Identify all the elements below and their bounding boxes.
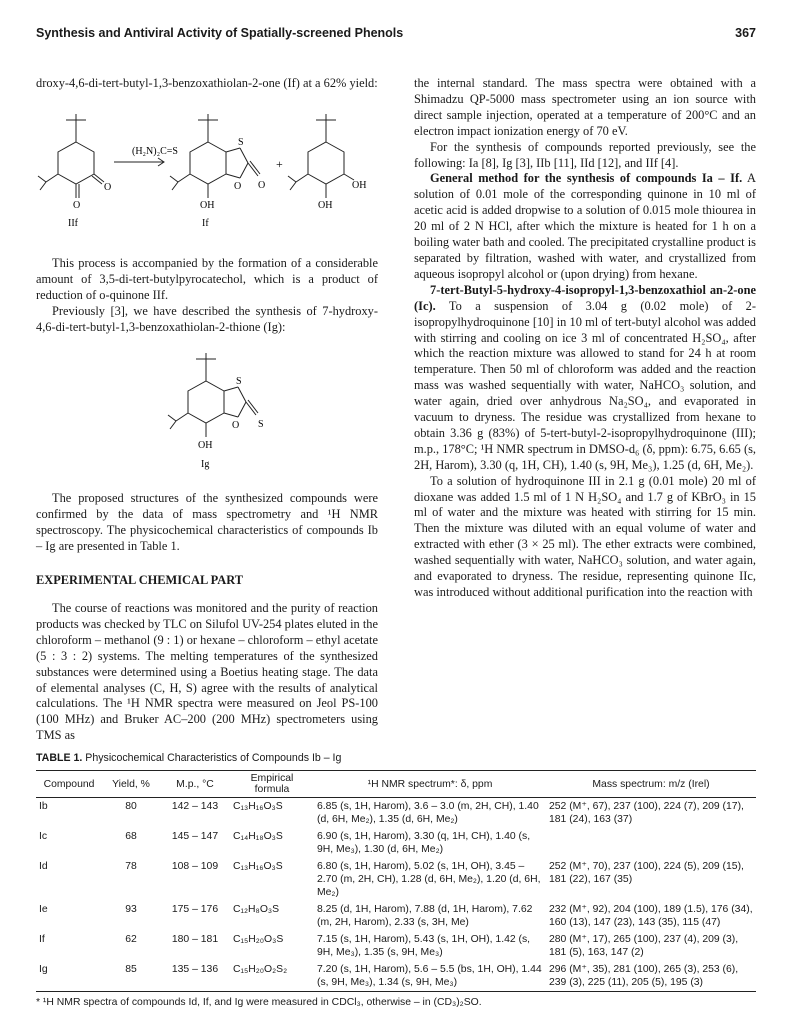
table-cell: 6.90 (s, 1H, Harom), 3.30 (q, 1H, CH), 1.40 (s, 9H, Me₃), 1.30 (d, 6H, Me₂) <box>317 831 531 855</box>
atom-o: O <box>73 199 81 211</box>
section-heading: EXPERIMENTAL CHEMICAL PART <box>36 573 244 588</box>
reagent-label: (H₂N)₂C=S <box>132 145 178 157</box>
table-cell: 8.25 (d, 1H, Harom), 7.88 (d, 1H, Harom), 7.62 (m, 2H, Harom), 2.33 (s, 3H, Me) <box>317 904 533 928</box>
compound-label: IIf <box>68 217 78 229</box>
table-cell: 175 – 176 <box>171 904 219 915</box>
plus-sign: + <box>276 156 283 171</box>
table-cell: Ig <box>36 961 102 992</box>
left-column <box>36 76 378 744</box>
compound-label: Ig <box>201 459 210 471</box>
atom-oh: OH <box>352 179 367 191</box>
table-cell: 6.80 (s, 1H, Harom), 5.02 (s, 1H, OH), 3.45 – 2.70 (m, 2H, CH), 1.28 (d, 6H, Me₂), 1.20 (d, 6H, Me₂) <box>317 861 541 898</box>
table-cell: 252 (M⁺, 70), 237 (100), 224 (5), 209 (15), 181 (22), 167 (35) <box>549 861 744 885</box>
table-cell: 180 – 181 <box>171 934 219 945</box>
table-cell: 108 – 109 <box>171 861 219 872</box>
table-row <box>36 961 756 992</box>
table-cell: 296 (M⁺, 35), 281 (100), 265 (3), 253 (6), 239 (3), 225 (11), 205 (5), 195 (3) <box>546 961 756 992</box>
atom-s: S <box>258 419 264 431</box>
paragraph: droxy-4,6-di-tert-butyl-1,3-benzoxathiolan-2-one (If) at a 62% yield: <box>36 76 378 90</box>
table-cell: 142 – 143 <box>171 801 219 812</box>
table-cell <box>546 828 756 858</box>
paragraph-text: To a suspension of 3.04 g (0.02 mole) of 2-isopropylhydroquinone [10] in 10 ml of tert-butyl alcohol was added with stirring and cooling on ice 3 ml of concentrated H₂SO₄, after which the reaction mixture was allowed to stand for 24 h at room temperature. Then 50 ml of chloroform was added and the reaction mass was washed sequentially with water, NaHCO₃ solution, and water again, dried over anhydrous Na₂SO₄, and evaporated in vacuum to dryness. The residue was crystallized from hexane to obtain 3.36 g (83%) of 5-tert-butyl-2-isopropylhydroquinone (III); m.p., 178°C; ¹H NMR spectrum in DMSO-d₆ (δ, ppm): 6.75, 6.65 (s, 2H, Harom), 3.30 (q, 1H, CH), 1.40 (s, 9H, Me₃), 1.25 (d, 6H, Me₂). <box>414 298 757 472</box>
table-caption <box>36 752 756 764</box>
column-header: Mass spectrum: m/z (Irel) <box>546 771 756 798</box>
running-title: Synthesis and Antiviral Activity of Spatially-screened Phenols <box>36 26 404 40</box>
paragraph: To a solution of hydroquinone III in 2.1 g (0.01 mole) 20 ml of dioxane was added 1.5 ml of 1 N H₂SO₄ and 1.7 g of KBrO₃ in 15 ml of water and the mixture was heated with stirring for 15 min. Then the mixture was diluted with an equal volume of water and extracted with ether (3 × 25 ml). The ether extracts were combined, washed sequentially with water, NaHCO₃ solution, and water again, and evaporated to dryness. The residue, representing quinone IIc, was introduced without additional purification into the reaction with <box>414 473 756 599</box>
atom-o: O <box>104 181 112 193</box>
table-cell: Ie <box>39 904 48 915</box>
benzoxathiolthione-ring <box>188 381 224 423</box>
paragraph <box>414 171 756 282</box>
atom-oh: OH <box>200 199 215 211</box>
paragraph: For the synthesis of compounds reported previously, see the following: Ia [8], Ig [3], IIb [11], IId [12], and IIf [4]. <box>414 139 756 170</box>
table-cell: 78 <box>125 861 137 872</box>
page-header <box>36 26 756 46</box>
table-cell: 135 – 136 <box>160 961 230 992</box>
column-header: Yield, % <box>102 771 160 798</box>
reaction-scheme <box>36 98 378 248</box>
paragraph: The proposed structures of the synthesized compounds were confirmed by the data of mass spectrometry and ¹H NMR spectroscopy. The physicochemical characteristics of compounds Ib – Ig are presented in Table 1. <box>36 491 378 554</box>
table-cell: 6.85 (s, 1H, Harom), 3.6 – 3.0 (m, 2H, CH), 1.40 (d, 6H, Me₂), 1.35 (d, 6H, Me₂) <box>317 801 539 825</box>
column-header: ¹H NMR spectrum*: δ, ppm <box>314 771 546 798</box>
right-column <box>414 76 756 601</box>
table-cell: Ic <box>39 831 48 842</box>
table-row <box>36 931 756 961</box>
table-cell: 280 (M⁺, 17), 265 (100), 237 (4), 209 (3), 181 (5), 163, 147 (2) <box>549 934 739 958</box>
run-in-heading: General method for the synthesis of compounds Ia – If. <box>430 171 743 186</box>
table-cell: 62 <box>125 934 137 945</box>
scheme-svg <box>36 98 378 248</box>
atom-o: O <box>258 179 266 191</box>
table-1 <box>36 752 756 1008</box>
table-cell: 85 <box>102 961 160 992</box>
quinone-ring <box>58 142 94 184</box>
column-header: Compound <box>36 771 102 798</box>
table-cell: 232 (M⁺, 92), 204 (100), 189 (1.5), 176 (34), 160 (13), 147 (23), 143 (35), 115 (47) <box>549 904 753 928</box>
paragraph: the internal standard. The mass spectra were obtained with a Shimadzu QP-5000 mass spectrometer using an ion source with direct sample injection, operated at a temperature of 200°C and an electron impact ionization energy of 70 eV. <box>414 76 756 138</box>
table-row <box>36 828 756 858</box>
table-cell: 7.15 (s, 1H, Harom), 5.43 (s, 1H, OH), 1.42 (s, 9H, Me₃), 1.35 (s, 9H, Me₃) <box>317 934 531 958</box>
table-cell: 7.20 (s, 1H, Harom), 5.6 – 5.5 (bs, 1H, OH), 1.44 (s, 9H, Me₃), 1.34 (s, 9H, Me₃) <box>314 961 546 992</box>
table-cell: C₁₃H₁₆O₃S <box>233 861 283 872</box>
data-table <box>36 770 756 992</box>
structure-svg <box>36 345 378 483</box>
table-header-row <box>36 771 756 798</box>
benzoxathiolone-ring <box>190 142 226 184</box>
structure-ig <box>36 345 378 483</box>
paragraph-text: A solution of 0.01 mole of the corresponding quinone in 10 ml of acetic acid is added dropwise to a solution of 0.015 mole thiourea in 20 ml of 2 N HCl, after which the mixture is heated for 1 h on a boiling water bath and cooled. The precipitated crystalline product is separated by filtration, washed with water, and crystallized from aqueous isopropyl alcohol or (upon drying) from hexane. <box>414 171 756 281</box>
compound-label: If <box>202 217 209 229</box>
table-cell: C₁₅H₂₀O₃S <box>233 934 284 945</box>
run-in-heading: 7-tert-Butyl-5-hydroxy-4-isopropyl-1,3-benzoxathiol an-2-one (Ic). <box>414 282 756 313</box>
page-number: 367 <box>735 26 756 40</box>
table-cell: C₁₅H₂₀O₂S₂ <box>230 961 314 992</box>
paragraph: This process is accompanied by the formation of a considerable amount of 3,5-di-tert-butylpyrocatechol, which is a product of reduction of o-quinone IIf. <box>36 255 378 302</box>
table-cell: 93 <box>125 904 137 915</box>
table-row <box>36 901 756 931</box>
table-cell: 252 (M⁺, 67), 237 (100), 224 (7), 209 (17), 181 (24), 163 (37) <box>549 801 744 825</box>
table-cell: C₁₃H₁₆O₃S <box>233 801 283 812</box>
table-cell: C₁₄H₁₈O₃S <box>233 831 283 842</box>
table-cell: 68 <box>125 831 137 842</box>
atom-s: S <box>236 376 242 388</box>
atom-oh: OH <box>318 199 333 211</box>
table-label: TABLE 1. <box>36 752 83 764</box>
table-cell: If <box>39 934 45 945</box>
table-title: Physicochemical Characteristics of Compounds Ib – Ig <box>85 752 342 764</box>
atom-o: O <box>234 180 242 192</box>
atom-o: O <box>232 420 240 432</box>
table-cell: Ib <box>39 801 48 812</box>
table-cell: 80 <box>125 801 137 812</box>
paragraph: Previously [3], we have described the synthesis of 7-hydroxy-4,6-di-tert-butyl-1,3-benzoxathiolan-2-thione (Ig): <box>36 303 378 334</box>
paragraph: The course of reactions was monitored and the purity of reaction products was checked by TLC on Silufol UV-254 plates eluted in the chloroform – methanol (9 : 1) or hexane – chloroform – ethyl acetate (5 : 3 : 2) systems. The melting temperatures of the synthesized substances were determined using a Boetius heating stage. The data of elemental analyses (C, H, S) agree with the results of analytical calculations. The ¹H NMR spectra were measured on Jeol PS-100 (100 MHz) and Bruker AC–200 (200 MHz) spectrometers using TMS as <box>36 600 378 743</box>
table-cell: C₁₂H₈O₃S <box>233 904 280 915</box>
table-row <box>36 858 756 901</box>
table-footnote: * ¹H NMR spectra of compounds Id, If, and Ig were measured in CDCl₃, otherwise – in (CD₃)₂SO. <box>36 997 482 1008</box>
paragraph <box>414 283 756 474</box>
table-row <box>36 798 756 829</box>
table-cell: 145 – 147 <box>171 831 219 842</box>
atom-oh: OH <box>198 440 213 452</box>
atom-s: S <box>238 136 244 148</box>
column-header: M.p., °C <box>160 771 230 798</box>
pyrocatechol-ring <box>308 142 344 184</box>
table-cell: Id <box>39 861 48 872</box>
column-header: Empirical formula <box>230 771 314 798</box>
